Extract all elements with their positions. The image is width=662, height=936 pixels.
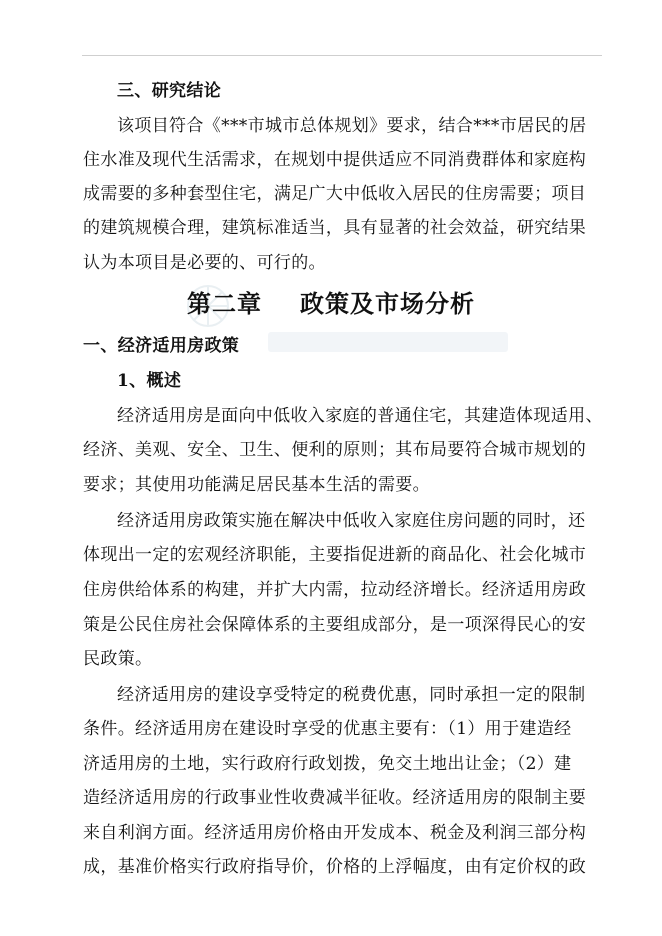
paragraph-line: 经济适用房政策实施在解决中低收入家庭住房问题的同时，还	[117, 511, 586, 531]
paragraph-line: 造经济适用房的行政事业性收费减半征收。经济适用房的限制主要	[83, 788, 587, 808]
paragraph-line: 来自利润方面。经济适用房价格由开发成本、税金及利润三部分构	[83, 823, 587, 843]
paragraph-line: 住水准及现代生活需求，在规划中提供适应不同消费群体和家庭构	[83, 150, 587, 170]
paragraph-line: 经济、美观、安全、卫生、便利的原则；其布局要符合城市规划的	[83, 440, 587, 460]
header-rule	[82, 55, 602, 56]
subsection-heading: 一、经济适用房政策	[83, 336, 240, 356]
section-heading: 三、研究结论	[117, 81, 222, 101]
chapter-name: 政策及市场分析	[300, 289, 475, 318]
paragraph-line: 济适用房的土地，实行政府行政划拨，免交土地出让金；（2）建	[83, 754, 572, 774]
paragraph-line: 认为本项目是必要的、可行的。	[83, 253, 326, 273]
chapter-title	[0, 289, 662, 319]
paragraph-line: 民政策。	[83, 649, 153, 669]
paragraph-line: 条件。经济适用房在建设时享受的优惠主要有：（1）用于建造经	[83, 719, 572, 739]
paragraph-line: 该项目符合《***市城市总体规划》要求，结合***市居民的居	[117, 116, 587, 136]
paragraph-line: 策是公民住房社会保障体系的主要组成部分，是一项深得民心的安	[83, 615, 587, 635]
paragraph-line: 经济适用房的建设享受特定的税费优惠，同时承担一定的限制	[117, 685, 586, 705]
paragraph-line: 住房供给体系的构建，并扩大内需，拉动经济增长。经济适用房政	[83, 580, 587, 600]
paragraph-line: 的建筑规模合理，建筑标准适当，具有显著的社会效益，研究结果	[83, 218, 587, 238]
paragraph-line: 成，基准价格实行政府指导价，价格的上浮幅度，由有定价权的政	[83, 857, 587, 877]
paragraph-line: 成需要的多种套型住宅，满足广大中低收入居民的住房需要；项目	[83, 184, 587, 204]
chapter-number: 第二章	[187, 289, 262, 318]
paragraph-line: 要求；其使用功能满足居民基本生活的需要。	[83, 475, 430, 495]
paragraph-line: 体现出一定的宏观经济职能，主要指促进新的商品化、社会化城市	[83, 545, 587, 565]
paragraph-line: 经济适用房是面向中低收入家庭的普通住宅，其建造体现适用、	[117, 406, 603, 426]
item-heading: 1、概述	[117, 371, 182, 391]
